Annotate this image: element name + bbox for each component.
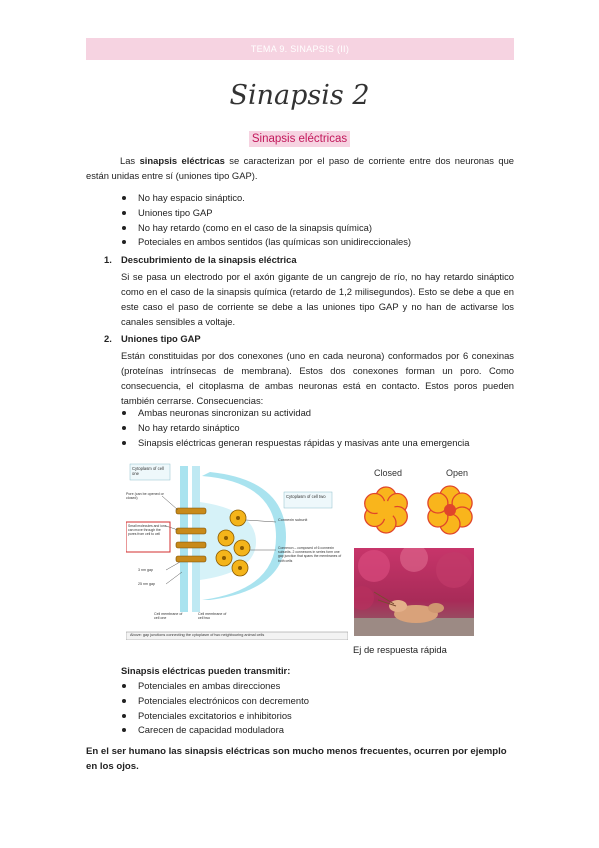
section-subtitle-wrap [0, 129, 599, 147]
connexon-label: Connexon – composed of 6 connexin subunits. 2 connexons in series form one gap junction that spans the membranes of both cells [278, 546, 342, 563]
intro-pre: Las [120, 155, 140, 166]
section2-heading [104, 333, 201, 344]
feature-item: Poteciales en ambos sentidos (las químicas son unidireccionales) [118, 235, 518, 250]
photo-svg [354, 548, 474, 636]
section1-paragraph [121, 269, 514, 329]
connexon-channel [176, 528, 206, 534]
section2-paragraph [121, 348, 514, 408]
escape-response-photo [354, 548, 474, 636]
closed-label: Closed [374, 468, 403, 478]
section-subtitle: Sinapsis eléctricas [249, 131, 350, 147]
chapter-header-text: TEMA 9. SINAPSIS (II) [250, 44, 350, 54]
transmit-item: Potenciales en ambas direcciones [118, 679, 518, 694]
transmit-list [118, 679, 518, 738]
page-title: Sinapsis 2 [229, 80, 370, 111]
transmit-item: Potenciales electrónicos con decremento [118, 694, 518, 709]
gap-junction-diagram [126, 462, 348, 640]
membrane-cell-two [192, 466, 200, 612]
gap-3nm-label: 3 nm gap [138, 568, 153, 572]
transmit-item: Carecen de capacidad moduladora [118, 723, 518, 738]
intro-paragraph [86, 153, 514, 183]
intro-bold: sinapsis eléctricas [139, 155, 225, 166]
membrane-cell-one [180, 466, 188, 612]
diagram-caption: Above: gap junctions connecting the cytoplasm of two neighbouring animal cells [130, 633, 265, 637]
membrane-cell-one-label: Cell membrane of cell one [154, 612, 183, 621]
section1-heading [104, 254, 297, 265]
closed-pore-icon [365, 487, 408, 533]
feature-item: No hay espacio sináptico. [118, 191, 518, 206]
gap-25nm-label: 25 nm gap [138, 582, 155, 586]
pore-state-svg [356, 462, 476, 544]
membrane-cell-two-label: Cell membrane of cell two [198, 612, 227, 621]
connexon-channel [176, 508, 206, 514]
connexon-channel [176, 542, 206, 548]
open-pore-icon [428, 486, 472, 534]
pore-state-diagram [356, 462, 476, 544]
transmit-heading: Sinapsis eléctricas pueden transmitir: [121, 665, 291, 676]
feature-item: No hay retardo (como en el caso de la sinapsis química) [118, 221, 518, 236]
consequence-item: Ambas neuronas sincronizan su actividad [118, 406, 518, 421]
feature-list [118, 191, 518, 250]
intro-post: se caracterizan por el paso de corriente entre dos neuronas que están unidas entre sí (uniones tipo GAP). [86, 155, 514, 181]
transmit-item: Potenciales excitatorios e inhibitorios [118, 709, 518, 724]
section2-title: Uniones tipo GAP [121, 333, 201, 344]
section1-number: 1. [104, 254, 112, 265]
section2-number: 2. [104, 333, 112, 344]
cytoplasm-cell-two-label: Cytoplasm of cell two [286, 494, 326, 499]
open-label: Open [446, 468, 469, 478]
section2-text: Están constituidas por dos conexones (uno en cada neurona) conformados por 6 conexinas (proteínas intrínsecas de membrana). Estos dos conexones forman un poro. Como consecuencia, el citoplasma de ambas neuronas está en contacto. Estos poros pueden también cerrarse. Consecuencias: [121, 350, 514, 406]
chapter-header-band [86, 38, 514, 60]
consequence-item: Sinapsis eléctricas generan respuestas rápidas y masivas ante una emergencia [118, 436, 518, 451]
section1-text: Si se pasa un electrodo por el axón gigante de un cangrejo de río, no hay retardo sináptico como en el caso de la sinapsis química (retardo de 1,2 milisegundos). Esto se debe a que en este caso el paso de corriente se debe a las uniones tipo GAP y no han de activarse los canales sensibles a voltaje. [121, 271, 514, 327]
feature-item: Uniones tipo GAP [118, 206, 518, 221]
cytoplasm-cell-one-label: Cytoplasm of cell one [132, 466, 164, 476]
section1-title: Descubrimiento de la sinapsis eléctrica [121, 254, 297, 265]
molecules-label: Small molecules and ions can move through the pores from cell to cell [128, 524, 167, 537]
closing-statement: En el ser humano las sinapsis eléctricas son mucho menos frecuentes, ocurren por ejemplo en los ojos. [86, 746, 507, 772]
connexon-channel [176, 556, 206, 562]
consequence-list [118, 406, 518, 450]
consequence-item: No hay retardo sináptico [118, 421, 518, 436]
connexin-subunit-label: Connexin subunit [278, 518, 308, 522]
pore-label: Pore (can be opened or closed) [126, 492, 164, 501]
photo-caption: Ej de respuesta rápida [353, 644, 447, 655]
